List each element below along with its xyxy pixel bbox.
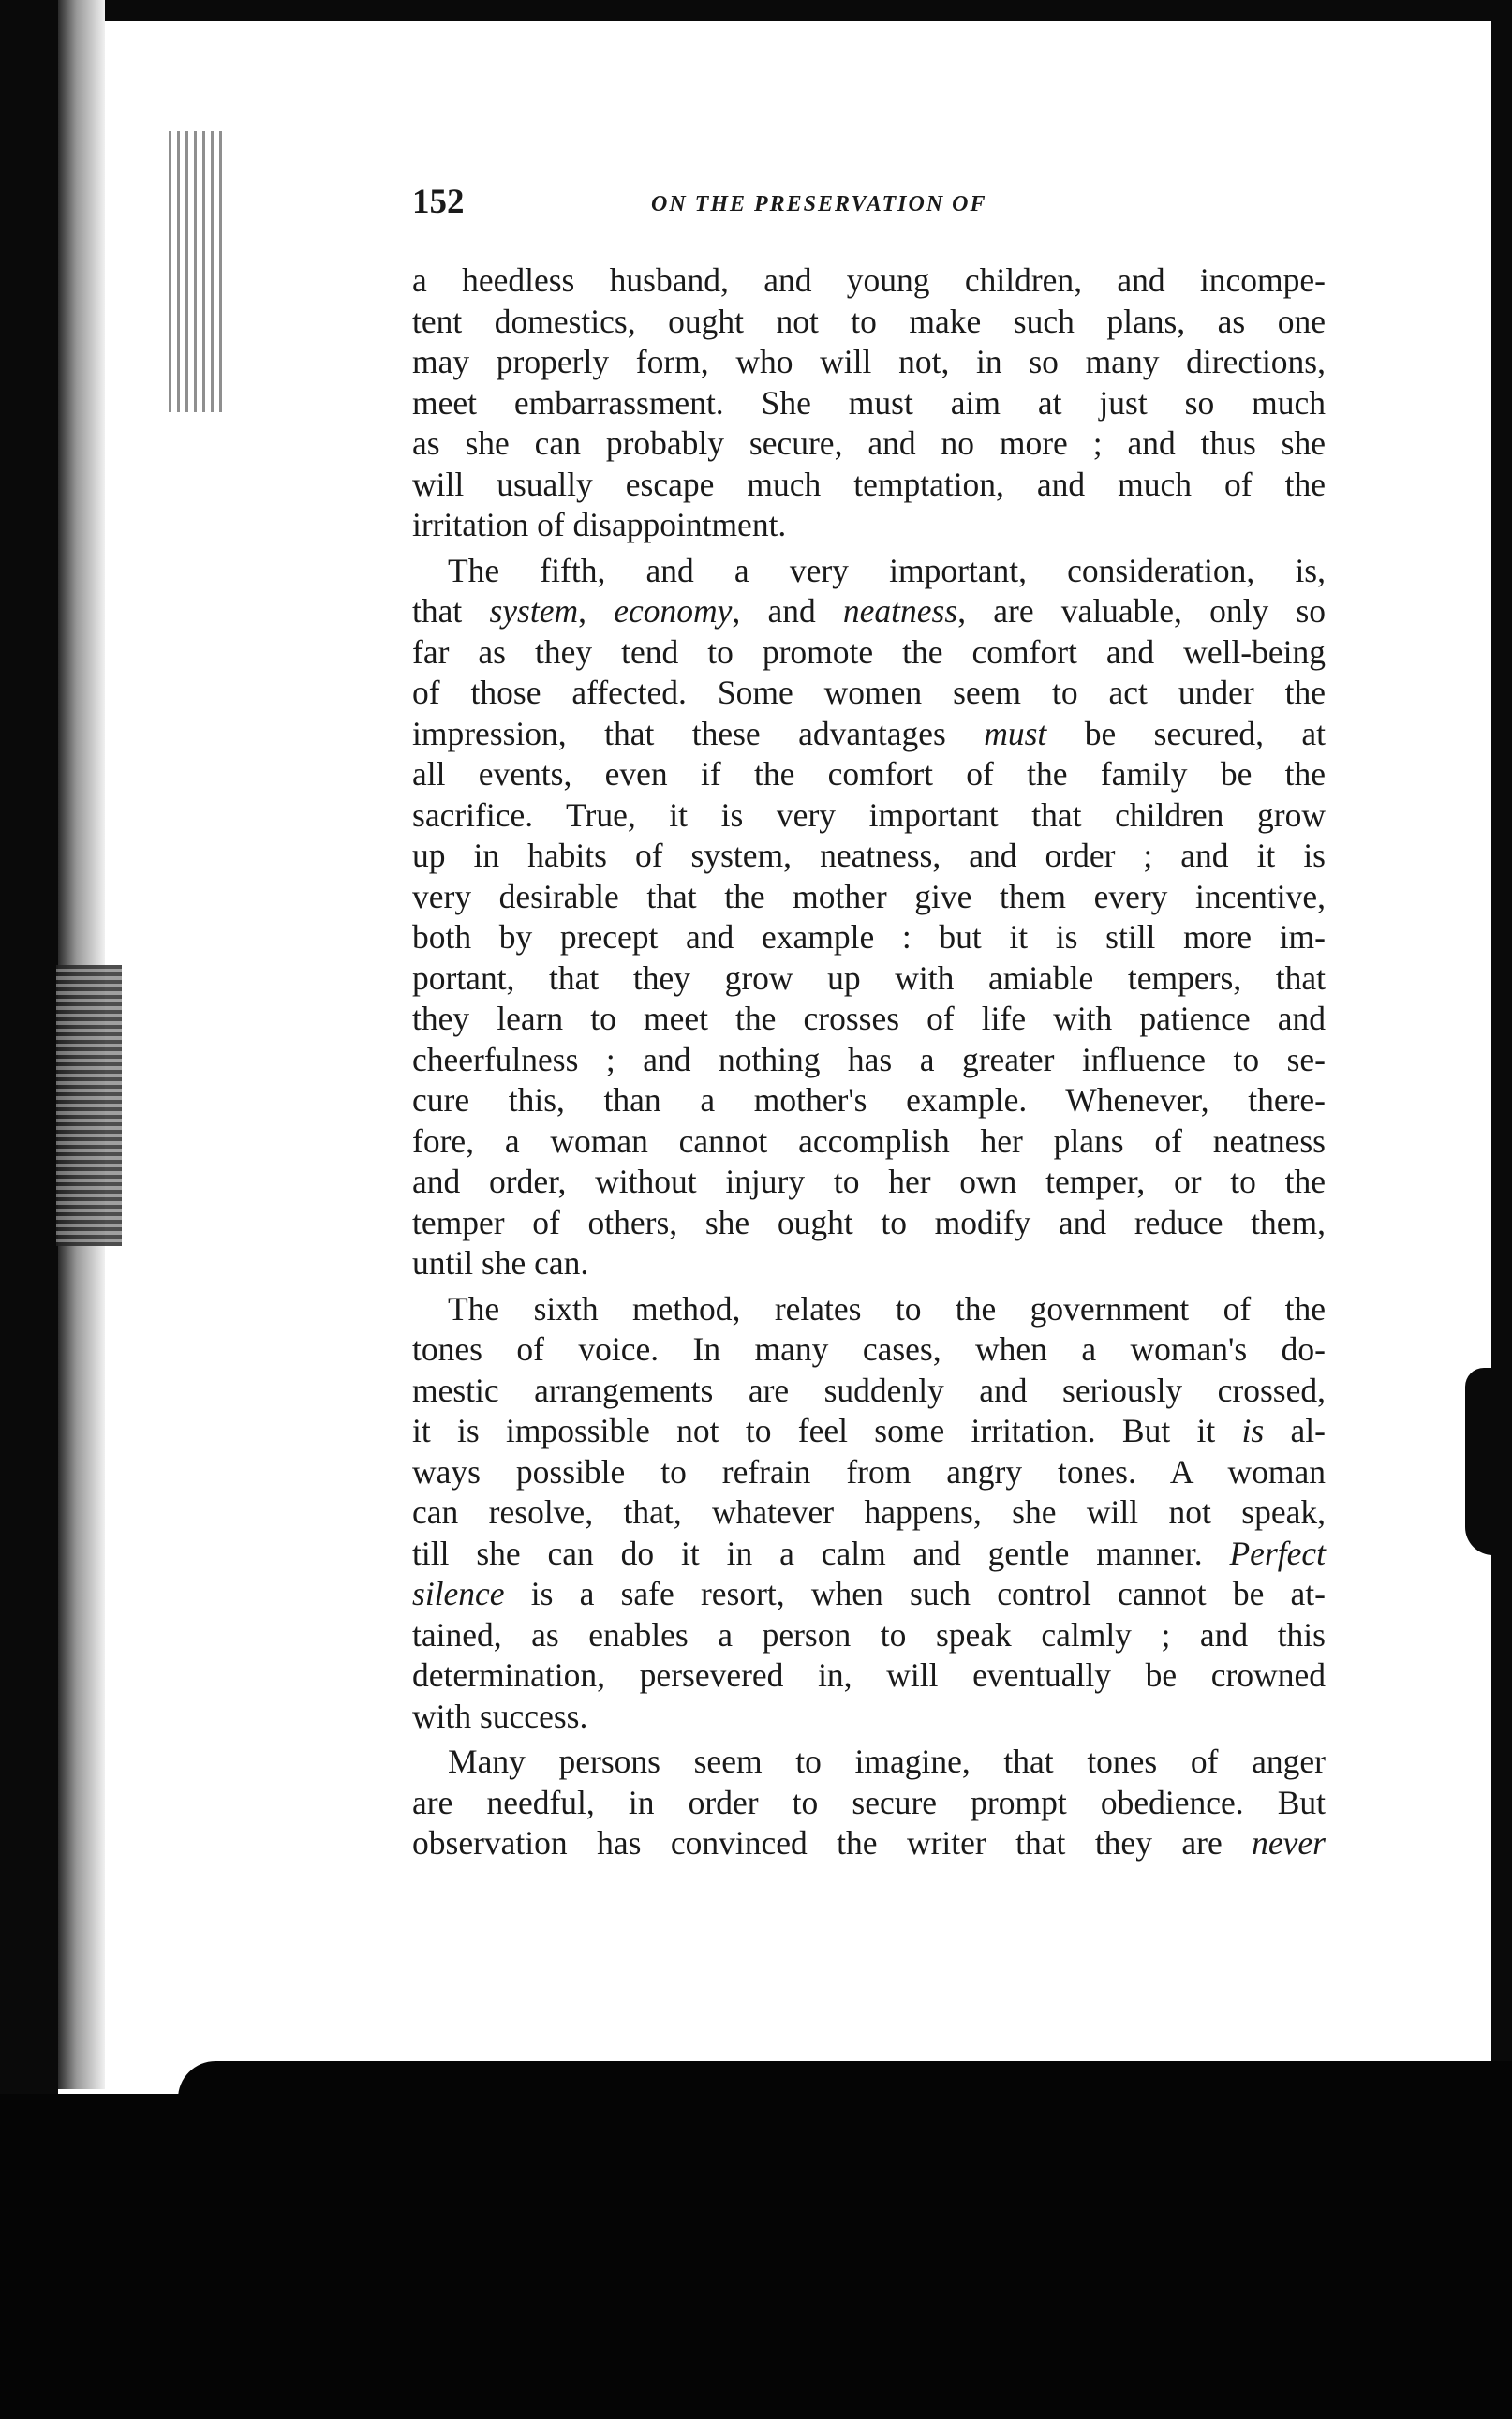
text-run: Many persons seem to imagine, that tones of anger <box>448 1743 1326 1780</box>
paragraph <box>412 551 1326 1284</box>
italic-text: system <box>489 592 579 630</box>
text-run: that <box>412 592 490 630</box>
text-line <box>412 423 1326 465</box>
paragraph <box>412 1289 1326 1738</box>
text-run: fore, a woman cannot accomplish her plans of neatness <box>412 1121 1326 1160</box>
text-run: a heedless husband, and young children, and incompe- <box>412 261 1326 299</box>
text-line <box>412 1697 1326 1738</box>
text-run: as she can probably secure, and no more ; and thus she <box>412 424 1326 462</box>
text-line <box>412 1823 1326 1864</box>
text-run: observation has convinced the writer that they are <box>412 1824 1253 1862</box>
text-run: it is impossible not to feel some irritation. But it <box>412 1412 1242 1449</box>
text-run: is a safe resort, when such control cannot be at- <box>504 1575 1326 1612</box>
italic-text: economy <box>614 592 733 630</box>
italic-text: neatness <box>842 592 958 630</box>
text-run: ways possible to refrain from angry tones. A woman <box>412 1452 1326 1491</box>
text-line <box>412 1783 1326 1824</box>
scan-bleed-through <box>169 131 225 412</box>
text-line <box>412 1655 1326 1697</box>
text-line <box>412 1040 1326 1081</box>
text-line <box>412 260 1326 302</box>
italic-text: is <box>1241 1412 1265 1449</box>
text-line <box>412 673 1326 714</box>
text-run: irritation of disappointment. <box>412 506 787 543</box>
text-line <box>412 836 1326 877</box>
text-line <box>412 1289 1326 1330</box>
text-run: , and <box>732 592 843 630</box>
text-run: will usually escape much temptation, and much of the <box>412 465 1326 503</box>
text-run: may properly form, who will not, in so many directions, <box>412 343 1326 380</box>
italic-text: silence <box>412 1575 505 1612</box>
text-line <box>412 591 1326 632</box>
text-run: impression, that these advantages <box>412 714 985 752</box>
text-run: both by precept and example : but it is still more im- <box>412 918 1326 956</box>
text-run: till she can do it in a calm and gentle manner. <box>412 1534 1230 1572</box>
running-head: ON THE PRESERVATION OF <box>651 192 987 216</box>
text-run: cure this, than a mother's example. Whenever, there- <box>412 1081 1326 1119</box>
text-line <box>412 714 1326 755</box>
italic-text: never <box>1252 1824 1326 1862</box>
text-run: very desirable that the mother give them every incentive, <box>412 877 1326 915</box>
text-run: all events, even if the comfort of the family be the <box>412 755 1326 793</box>
text-run: tones of voice. In many cases, when a woman's do- <box>412 1330 1326 1368</box>
paragraph <box>412 1742 1326 1864</box>
text-run: sacrifice. True, it is very important that children grow <box>412 795 1326 834</box>
scan-edge-bottom <box>0 2094 1512 2419</box>
text-run: meet embarrassment. She must aim at just so much <box>412 383 1326 422</box>
text-line <box>412 1534 1326 1575</box>
text-run: until she can. <box>412 1244 589 1282</box>
text-line <box>412 505 1326 546</box>
text-run: of those affected. Some women seem to act under the <box>412 674 1326 711</box>
paragraph <box>412 260 1326 546</box>
scan-edge-notch <box>1465 1368 1503 1555</box>
text-run: The sixth method, relates to the government of the <box>448 1289 1326 1328</box>
text-line <box>412 1371 1326 1412</box>
text-run: , <box>578 592 615 630</box>
text-run: temper of others, she ought to modify and reduce them, <box>412 1203 1326 1241</box>
text-line <box>412 551 1326 592</box>
text-line <box>412 917 1326 958</box>
text-line <box>412 877 1326 918</box>
text-line <box>412 632 1326 674</box>
text-line <box>412 1615 1326 1656</box>
text-run: with success. <box>412 1697 588 1735</box>
text-line <box>412 1574 1326 1615</box>
text-run: be secured, at <box>1046 714 1326 752</box>
text-run: up in habits of system, neatness, and order ; and it is <box>412 837 1326 874</box>
text-line <box>412 1492 1326 1534</box>
page-header <box>412 176 1330 229</box>
text-line <box>412 1121 1326 1163</box>
body-text <box>412 260 1326 1864</box>
text-line <box>412 1452 1326 1493</box>
scan-binding-pattern <box>56 965 122 1246</box>
text-line <box>412 1203 1326 1244</box>
text-line <box>412 383 1326 424</box>
text-line <box>412 302 1326 343</box>
text-run: and order, without injury to her own temper, or to the <box>412 1163 1326 1200</box>
text-run: , are valuable, only so <box>957 592 1327 630</box>
text-run: are needful, in order to secure prompt obedience. But <box>412 1783 1326 1821</box>
text-line <box>412 1080 1326 1121</box>
scan-edge-left <box>0 0 58 2419</box>
text-line <box>412 342 1326 383</box>
text-run: al- <box>1264 1412 1326 1449</box>
italic-text: must <box>984 714 1047 752</box>
text-line <box>412 958 1326 1000</box>
page-number: 152 <box>412 183 465 221</box>
text-line <box>412 999 1326 1040</box>
text-line <box>412 1329 1326 1371</box>
text-run: they learn to meet the crosses of life with patience and <box>412 1000 1326 1037</box>
text-line <box>412 795 1326 837</box>
text-line <box>412 465 1326 506</box>
italic-text: Perfect <box>1229 1534 1326 1572</box>
text-run: cheerfulness ; and nothing has a greater influence to se- <box>412 1040 1326 1078</box>
scan-edge-right <box>1491 0 1512 2419</box>
text-run: determination, persevered in, will eventually be crowned <box>412 1656 1326 1694</box>
text-run: tent domestics, ought not to make such plans, as one <box>412 302 1326 340</box>
text-line <box>412 754 1326 795</box>
text-run: far as they tend to promote the comfort and well-being <box>412 632 1326 671</box>
text-line <box>412 1243 1326 1284</box>
text-run: portant, that they grow up with amiable tempers, that <box>412 958 1326 997</box>
text-run: tained, as enables a person to speak calmly ; and this <box>412 1615 1326 1654</box>
text-line <box>412 1742 1326 1783</box>
text-run: The fifth, and a very important, consideration, is, <box>448 551 1326 589</box>
text-run: mestic arrangements are suddenly and seriously crossed, <box>412 1371 1326 1409</box>
text-line <box>412 1162 1326 1203</box>
scan-edge-top <box>56 0 1512 21</box>
text-line <box>412 1411 1326 1452</box>
text-run: can resolve, that, whatever happens, she will not speak, <box>412 1493 1326 1531</box>
